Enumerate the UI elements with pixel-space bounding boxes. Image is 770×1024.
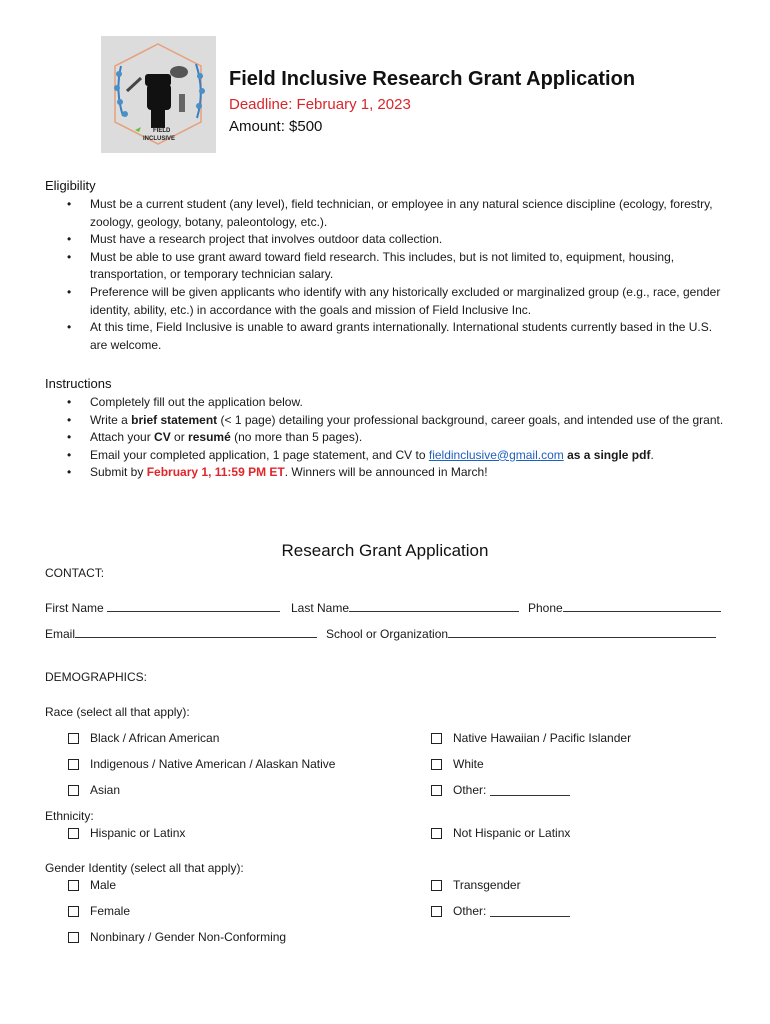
- first-name-label: First Name: [45, 601, 104, 615]
- last-name-blank[interactable]: [349, 600, 519, 612]
- last-name-label: Last Name: [291, 601, 350, 615]
- checkbox-label: Hispanic or Latinx: [90, 826, 186, 840]
- gender-checkbox-transgender[interactable]: [431, 878, 521, 892]
- resume-bold: resumé: [188, 430, 231, 445]
- single-pdf-bold: as a single pdf: [563, 447, 651, 462]
- gender-checkbox-other[interactable]: [431, 904, 570, 918]
- checkbox-box[interactable]: [68, 880, 79, 891]
- checkbox-label: Indigenous / Native American / Alaskan Native: [90, 757, 336, 771]
- instruction-4-text-a: Email your completed application, 1 page statement, and CV to: [90, 447, 429, 462]
- checkbox-label: Other:: [453, 904, 487, 918]
- last-name-field[interactable]: [291, 600, 519, 615]
- race-checkbox-pacific-islander[interactable]: [431, 731, 631, 745]
- instruction-5-text-a: Submit by: [90, 465, 147, 480]
- checkbox-box[interactable]: [68, 733, 79, 744]
- list-item: • Preference will be given applicants who identify with any historically excluded or marginalized group (e.g., race, gender identity, ability, etc.) in accordance with the goals and mission of Field Inclusive Inc.: [67, 284, 721, 317]
- checkbox-box[interactable]: [68, 785, 79, 796]
- checkbox-label: Other:: [453, 783, 487, 797]
- checkbox-label: Asian: [90, 783, 121, 797]
- checkbox-box[interactable]: [431, 828, 442, 839]
- list-item: • Must have a research project that involves outdoor data collection.: [67, 232, 443, 247]
- race-checkbox-indigenous[interactable]: [68, 757, 335, 771]
- eligibility-item-3: Must be able to use grant award toward field research. This includes, but is not limited to, equipment, housing, transportation, or temporary technician salary.: [90, 249, 675, 282]
- checkbox-label: Male: [90, 878, 117, 892]
- form-title: Research Grant Application: [281, 541, 489, 560]
- checkbox-box[interactable]: [68, 828, 79, 839]
- email-link[interactable]: fieldinclusive@gmail.com: [428, 447, 564, 462]
- list-item: • Must be able to use grant award toward field research. This includes, but is not limited to, equipment, housing, transportation, or temporary technician salary.: [67, 249, 675, 282]
- eligibility-item-2: Must have a research project that involves outdoor data collection.: [90, 232, 443, 247]
- instruction-4-text-c: .: [650, 447, 654, 462]
- checkbox-label: Female: [90, 904, 131, 918]
- instruction-2-text-c: (< 1 page) detailing your professional background, career goals, and intended use of the grant.: [217, 412, 724, 427]
- list-item: • Attach your CV or resumé (no more than 5 pages).: [67, 430, 363, 445]
- checkbox-label: Transgender: [453, 878, 521, 892]
- logo-text-inclusive: INCLUSIVE: [143, 136, 176, 142]
- ethnicity-heading: Ethnicity:: [45, 809, 94, 823]
- ethnicity-checkbox-not-hispanic[interactable]: [431, 826, 570, 840]
- race-heading: Race (select all that apply):: [45, 705, 190, 719]
- list-item: • At this time, Field Inclusive is unable to award grants internationally. International students currently based in the U.S. are welcome.: [67, 320, 713, 352]
- list-item: • Email your completed application, 1 page statement, and CV to fieldinclusive@gmail.com as a single pdf.: [67, 447, 654, 462]
- first-name-field[interactable]: [45, 600, 280, 615]
- instruction-item-1: Completely fill out the application below.: [90, 395, 303, 409]
- race-checkbox-white[interactable]: [431, 757, 484, 771]
- eligibility-list: [45, 196, 730, 354]
- cv-bold: CV: [154, 430, 171, 445]
- checkbox-box[interactable]: [431, 906, 442, 917]
- email-blank[interactable]: [75, 626, 317, 638]
- checkbox-label: Not Hispanic or Latinx: [453, 826, 571, 840]
- deadline-text: Deadline: February 1, 2023: [229, 96, 411, 113]
- phone-field[interactable]: [528, 600, 721, 615]
- amount-text: Amount: $500: [229, 118, 323, 135]
- checkbox-label: Nonbinary / Gender Non-Conforming: [90, 930, 287, 944]
- list-item: • Submit by February 1, 11:59 PM ET. Winners will be announced in March!: [67, 465, 488, 480]
- instruction-3-text-e: (no more than 5 pages).: [230, 430, 363, 445]
- race-checkbox-black[interactable]: [68, 731, 219, 745]
- school-field[interactable]: [326, 626, 716, 641]
- checkbox-box[interactable]: [431, 785, 442, 796]
- gender-heading: Gender Identity (select all that apply):: [45, 861, 244, 875]
- phone-label: Phone: [528, 601, 563, 615]
- ethnicity-checkbox-hispanic[interactable]: [68, 826, 185, 840]
- instructions-list: [45, 394, 730, 482]
- list-item: • Must be a current student (any level), field technician, or employee in any natural science discipline (ecology, forestry, zoology, geology, botany, paleontology, etc.).: [67, 197, 713, 229]
- school-blank[interactable]: [448, 626, 716, 638]
- gender-other-blank[interactable]: [490, 905, 570, 917]
- logo-text-field: FIELD: [153, 128, 171, 134]
- gender-checkbox-male[interactable]: [68, 878, 116, 892]
- instruction-3-text-a: Attach your: [90, 430, 155, 445]
- school-label: School or Organization: [326, 627, 449, 641]
- eligibility-item-5: At this time, Field Inclusive is unable to award grants internationally. International students currently based in the U.S. are welcome.: [90, 320, 713, 352]
- checkbox-box[interactable]: [431, 759, 442, 770]
- checkbox-box[interactable]: [431, 733, 442, 744]
- phone-blank[interactable]: [563, 600, 721, 612]
- brief-statement-bold: brief statement: [131, 412, 218, 427]
- checkbox-box[interactable]: [68, 759, 79, 770]
- gender-checkbox-nonbinary[interactable]: [68, 930, 286, 944]
- checkbox-box[interactable]: [68, 932, 79, 943]
- checkbox-label: White: [453, 757, 484, 771]
- checkbox-label: Black / African American: [90, 731, 220, 745]
- checkbox-box[interactable]: [431, 880, 442, 891]
- email-label: Email: [45, 627, 76, 641]
- page-title: Field Inclusive Research Grant Application: [229, 68, 636, 90]
- instruction-2-text-a: Write a: [90, 412, 132, 427]
- instructions-heading: Instructions: [45, 376, 112, 391]
- race-other-blank[interactable]: [490, 784, 570, 796]
- field-inclusive-logo: [101, 36, 216, 153]
- contact-heading: CONTACT:: [45, 566, 105, 580]
- submit-deadline: February 1, 11:59 PM ET: [146, 465, 285, 480]
- race-checkbox-asian[interactable]: [68, 783, 120, 797]
- list-item: • Completely fill out the application below.: [67, 395, 303, 409]
- race-checkbox-other[interactable]: [431, 783, 570, 797]
- eligibility-item-1: Must be a current student (any level), field technician, or employee in any natural science discipline (ecology, forestry, zoology, geology, botany, paleontology, etc.).: [90, 197, 713, 229]
- email-field[interactable]: [45, 626, 317, 641]
- first-name-blank[interactable]: [107, 600, 280, 612]
- gender-checkbox-female[interactable]: [68, 904, 130, 918]
- checkbox-box[interactable]: [68, 906, 79, 917]
- checkbox-label: Native Hawaiian / Pacific Islander: [453, 731, 632, 745]
- demographics-heading: DEMOGRAPHICS:: [45, 670, 148, 684]
- eligibility-heading: Eligibility: [45, 178, 96, 193]
- eligibility-item-4: Preference will be given applicants who identify with any historically excluded or marginalized group (e.g., race, gender identity, ability, etc.) in accordance with the goals and mission of Field Inclusive Inc.: [90, 284, 721, 317]
- list-item: • Write a brief statement (< 1 page) detailing your professional background, career goals, and intended use of the grant.: [67, 412, 724, 427]
- instruction-5-text-c: . Winners will be announced in March!: [284, 465, 488, 480]
- instruction-3-text-c: or: [170, 430, 189, 445]
